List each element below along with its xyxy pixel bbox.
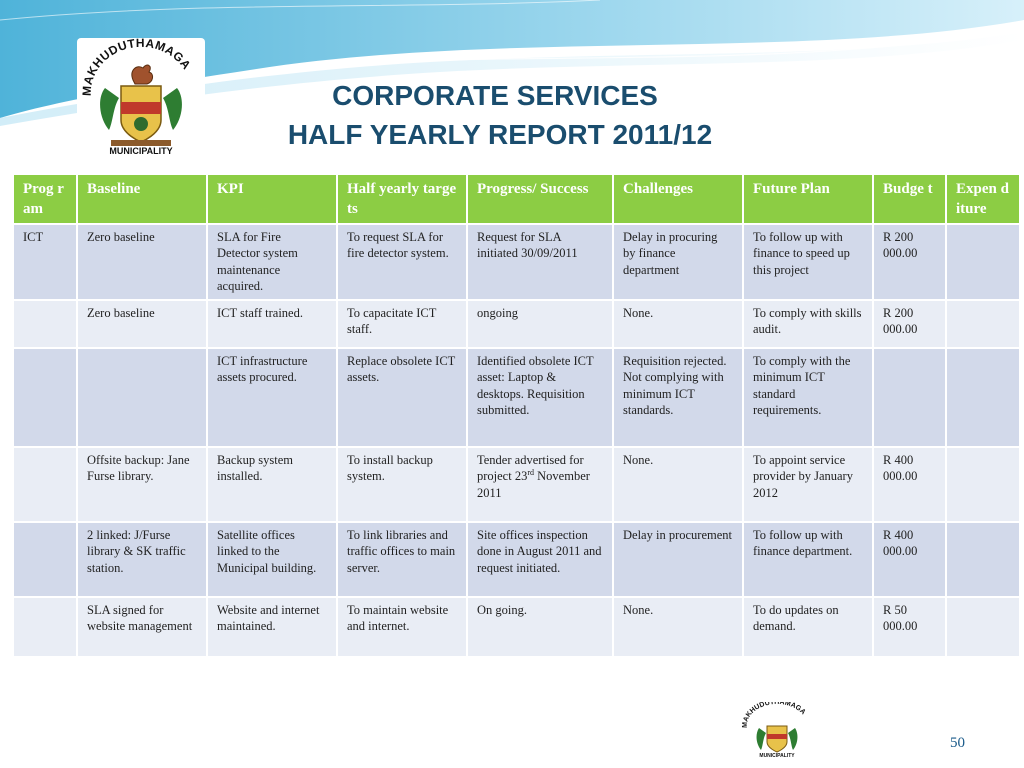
cell-kpi: Satellite offices linked to the Municipal building. (208, 523, 336, 596)
column-header-progress: Progress/ Success (468, 175, 612, 223)
cell-targets: To request SLA for fire detector system. (338, 225, 466, 299)
cell-future-plan: To comply with skills audit. (744, 301, 872, 347)
progress-text-end: November 2011 (477, 469, 590, 500)
cell-expenditure (947, 225, 1019, 299)
cell-program (14, 598, 76, 656)
cell-budget: R 50 000.00 (874, 598, 945, 656)
cell-expenditure (947, 523, 1019, 596)
cell-future-plan: To comply with the minimum ICT standard requirements. (744, 349, 872, 446)
cell-program (14, 523, 76, 596)
coat-of-arms-small-icon (741, 702, 813, 758)
cell-expenditure (947, 301, 1019, 347)
column-header-future-plan: Future Plan (744, 175, 872, 223)
footer-logo-bottom-text: MUNICIPALITY (759, 753, 795, 758)
column-header-program: Prog ram (14, 175, 76, 223)
table-row (14, 523, 1019, 596)
table-row (14, 598, 1019, 656)
ordinal-suffix: rd (527, 468, 535, 478)
cell-challenges: Requisition rejected. Not complying with minimum ICT standards. (614, 349, 742, 446)
footer-logo (741, 702, 813, 758)
report-table (12, 173, 1021, 658)
column-header-budget: Budge t (874, 175, 945, 223)
logo-bottom-text: MUNICIPALITY (109, 146, 173, 156)
cell-challenges: None. (614, 301, 742, 347)
svg-text:MAKHUDUTHAMAGA (742, 702, 807, 728)
column-header-kpi: KPI (208, 175, 336, 223)
page-title: CORPORATE SERVICES (332, 80, 658, 111)
cell-future-plan: To appoint service provider by January 2012 (744, 448, 872, 521)
cell-baseline: 2 linked: J/Furse library & SK traffic station. (78, 523, 206, 596)
cell-kpi: SLA for Fire Detector system maintenance acquired. (208, 225, 336, 299)
cell-baseline: Zero baseline (78, 301, 206, 347)
column-header-expenditure: Expen diture (947, 175, 1019, 223)
cell-baseline: Offsite backup: Jane Furse library. (78, 448, 206, 521)
cell-kpi: ICT infrastructure assets procured. (208, 349, 336, 446)
cell-targets: Replace obsolete ICT assets. (338, 349, 466, 446)
coat-of-arms-icon (77, 38, 205, 156)
municipality-logo (77, 38, 205, 156)
cell-baseline (78, 349, 206, 446)
table-header-row (14, 175, 1019, 223)
progress-text-start: Tender advertised for project 23 (477, 453, 584, 484)
cell-progress (468, 448, 612, 521)
cell-progress: Identified obsolete ICT asset: Laptop & desktops. Requisition submitted. (468, 349, 612, 446)
cell-program (14, 301, 76, 347)
cell-progress: ongoing (468, 301, 612, 347)
cell-budget: R 400 000.00 (874, 448, 945, 521)
cell-challenges: None. (614, 598, 742, 656)
cell-program (14, 448, 76, 521)
cell-progress: On going. (468, 598, 612, 656)
cell-targets: To maintain website and internet. (338, 598, 466, 656)
page-subtitle: HALF YEARLY REPORT 2011/12 (287, 119, 713, 150)
table-row (14, 301, 1019, 347)
cell-budget: R 200 000.00 (874, 225, 945, 299)
footer-logo-top-text: MAKHUDUTHAMAGA (741, 702, 807, 729)
cell-future-plan: To follow up with finance to speed up this project (744, 225, 872, 299)
cell-program: ICT (14, 225, 76, 299)
cell-targets: To link libraries and traffic offices to main server. (338, 523, 466, 596)
cell-budget: R 200 000.00 (874, 301, 945, 347)
cell-program (14, 349, 76, 446)
cell-future-plan: To follow up with finance department. (744, 523, 872, 596)
cell-progress: Request for SLA initiated 30/09/2011 (468, 225, 612, 299)
cell-expenditure (947, 598, 1019, 656)
cell-kpi: ICT staff trained. (208, 301, 336, 347)
logo-top-text: MAKHUDUTHAMAGA (79, 38, 194, 97)
cell-progress: Site offices inspection done in August 2011 and request initiated. (468, 523, 612, 596)
table-row (14, 448, 1019, 521)
cell-baseline: Zero baseline (78, 225, 206, 299)
cell-kpi: Backup system installed. (208, 448, 336, 521)
column-header-targets: Half yearly targets (338, 175, 466, 223)
cell-targets: To capacitate ICT staff. (338, 301, 466, 347)
cell-expenditure (947, 349, 1019, 446)
cell-challenges: Delay in procuring by finance department (614, 225, 742, 299)
cell-budget: R 400 000.00 (874, 523, 945, 596)
column-header-baseline: Baseline (78, 175, 206, 223)
cell-expenditure (947, 448, 1019, 521)
cell-baseline: SLA signed for website management (78, 598, 206, 656)
cell-budget (874, 349, 945, 446)
cell-targets: To install backup system. (338, 448, 466, 521)
cell-challenges: Delay in procurement (614, 523, 742, 596)
cell-challenges: None. (614, 448, 742, 521)
cell-future-plan: To do updates on demand. (744, 598, 872, 656)
cell-kpi: Website and internet maintained. (208, 598, 336, 656)
column-header-challenges: Challenges (614, 175, 742, 223)
table-row (14, 225, 1019, 299)
page-number: 50 (950, 735, 965, 751)
table-row (14, 349, 1019, 446)
